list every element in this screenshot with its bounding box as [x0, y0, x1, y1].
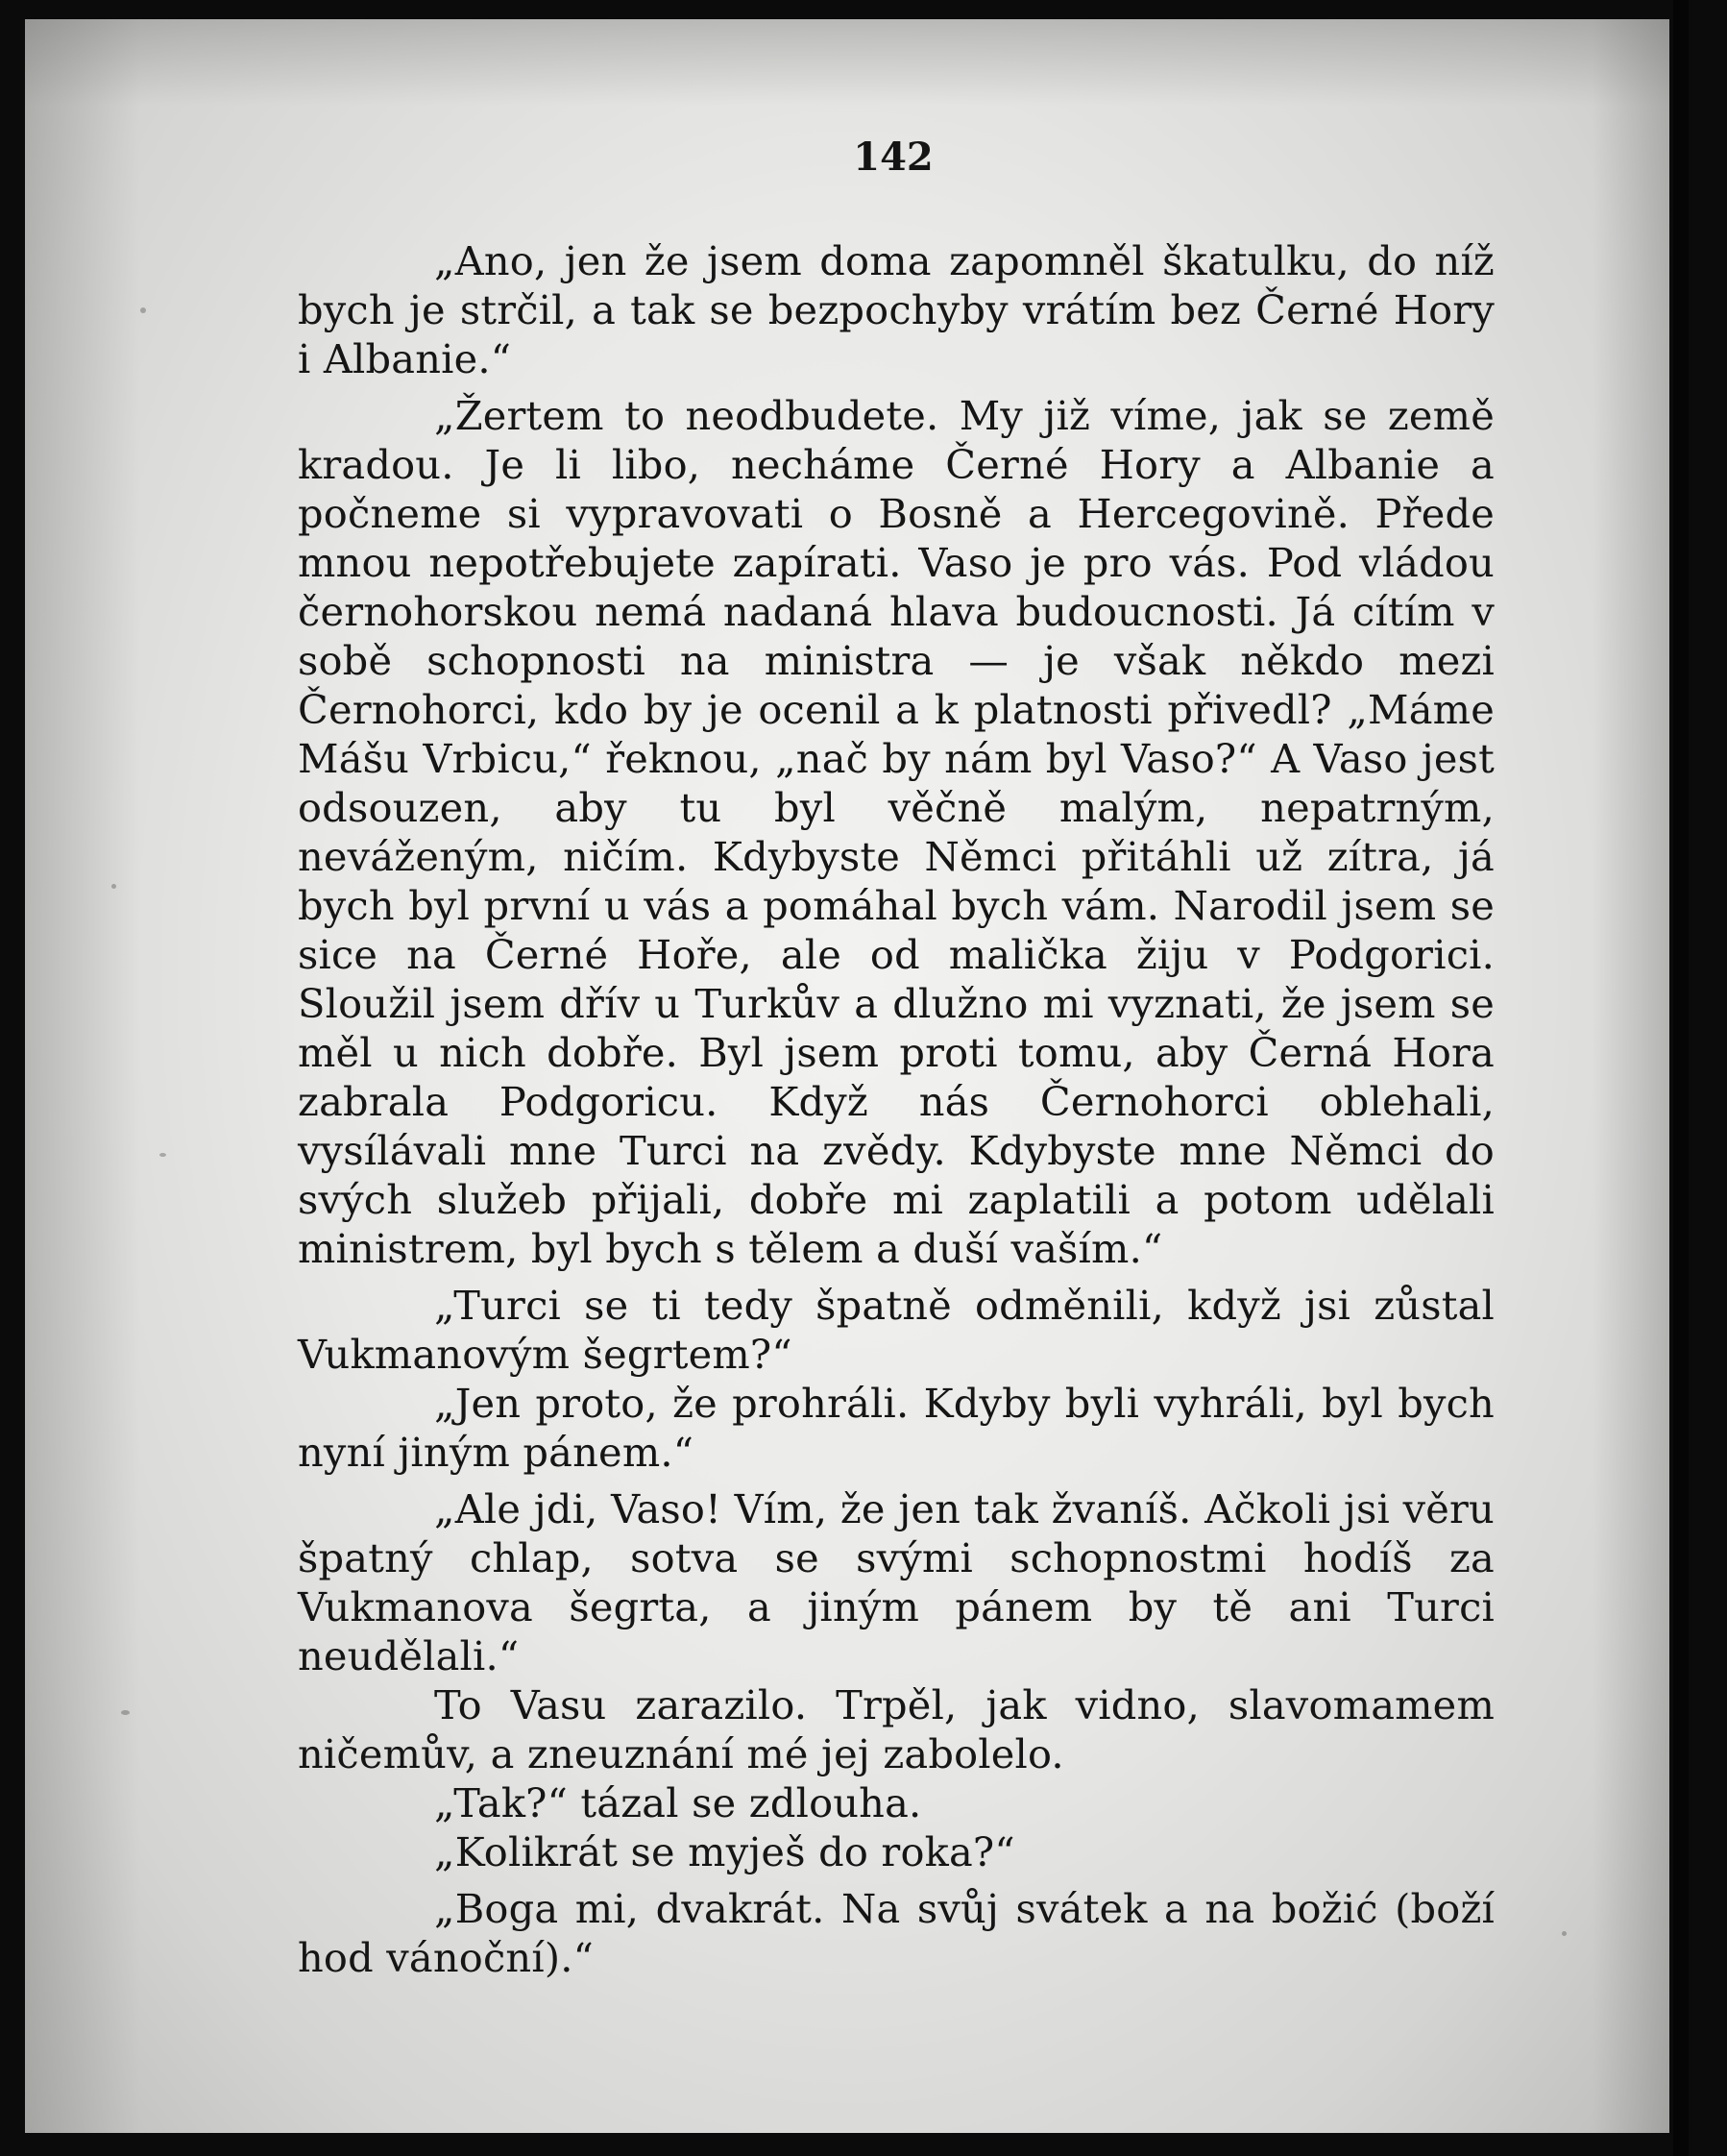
paragraph: „Tak?“ tázal se zdlouha.: [434, 1779, 922, 1826]
paragraph: To Vasu zarazilo. Trpěl, jak vidno, slavomamem ničemův, a zneuznání mé jej zabolelo.: [298, 1681, 1495, 1777]
page-shadow-left: [25, 19, 140, 2133]
paragraph: „Žertem to neodbudete. My již víme, jak se země kradou. Je li libo, necháme Černé Hory a Albanie a počneme si vypravovati o Bosně a Hercegovině. Přede mnou nepotřebujete zapírati. Vaso je pro vás. Pod vládou černohorskou nemá nadaná hlava budoucnosti. Já cítím v sobě schopnosti na ministra — je však někdo mezi Černohorci, kdo by je ocenil a k platnosti přivedl? „Máme Mášu Vrbicu,“ řeknou, „nač by nám byl Vaso?“ A Vaso jest odsouzen, aby tu byl věčně malým, nepatrným, neváženým, ničím. Kdybyste Němci přitáhli už zítra, já bych byl první u vás a pomáhal bych vám. Narodil jsem se sice na Černé Hoře, ale od malička žiju v Podgorici. Sloužil jsem dřív u Turkův a dlužno mi vyznati, že jsem se měl u nich dobře. Byl jsem proti tomu, aby Černá Hora zabrala Podgoricu. Když nás Černohorci oblehali, vysílávali mne Turci na zvědy. Kdybyste mne Němci do svých služeb přijali, dobře mi zaplatili a potom udělali ministrem, byl bych s tělem a duší vaším.“: [298, 392, 1495, 1272]
scan-speck: [121, 1710, 130, 1715]
scan-speck: [159, 1153, 166, 1157]
paragraph: „Ale jdi, Vaso! Vím, že jen tak žvaníš. Ačkoli jsi věru špatný chlap, sotva se svými schopnostmi hodíš za Vukmanova šegrta, a jiným pánem by tě ani Turci neudělali.“: [298, 1485, 1495, 1679]
body-text: [298, 236, 1495, 1982]
scan-speck: [1562, 1931, 1567, 1936]
scan-speck: [111, 884, 116, 889]
paragraph: „Kolikrát se myješ do roka?“: [434, 1828, 1015, 1875]
page-shadow-right: [1593, 19, 1669, 2133]
paragraph: „Jen proto, že prohráli. Kdyby byli vyhráli, byl bych nyní jiným pánem.“: [298, 1380, 1495, 1476]
page-number: 142: [853, 135, 934, 180]
binding-edge: [1673, 0, 1689, 2156]
paragraph: „Ano, jen že jsem doma zapomněl škatulku, do níž bych je strčil, a tak se bezpochyby vrátím bez Černé Hory i Albanie.“: [298, 237, 1495, 382]
paragraph: „Boga mi, dvakrát. Na svůj svátek a na božić (boží hod vánoční).“: [298, 1885, 1495, 1981]
page-shadow-top: [25, 19, 1669, 106]
scan-speck: [140, 307, 146, 313]
paragraph: „Turci se ti tedy špatně odměnili, když jsi zůstal Vukmanovým šegrtem?“: [298, 1282, 1495, 1378]
